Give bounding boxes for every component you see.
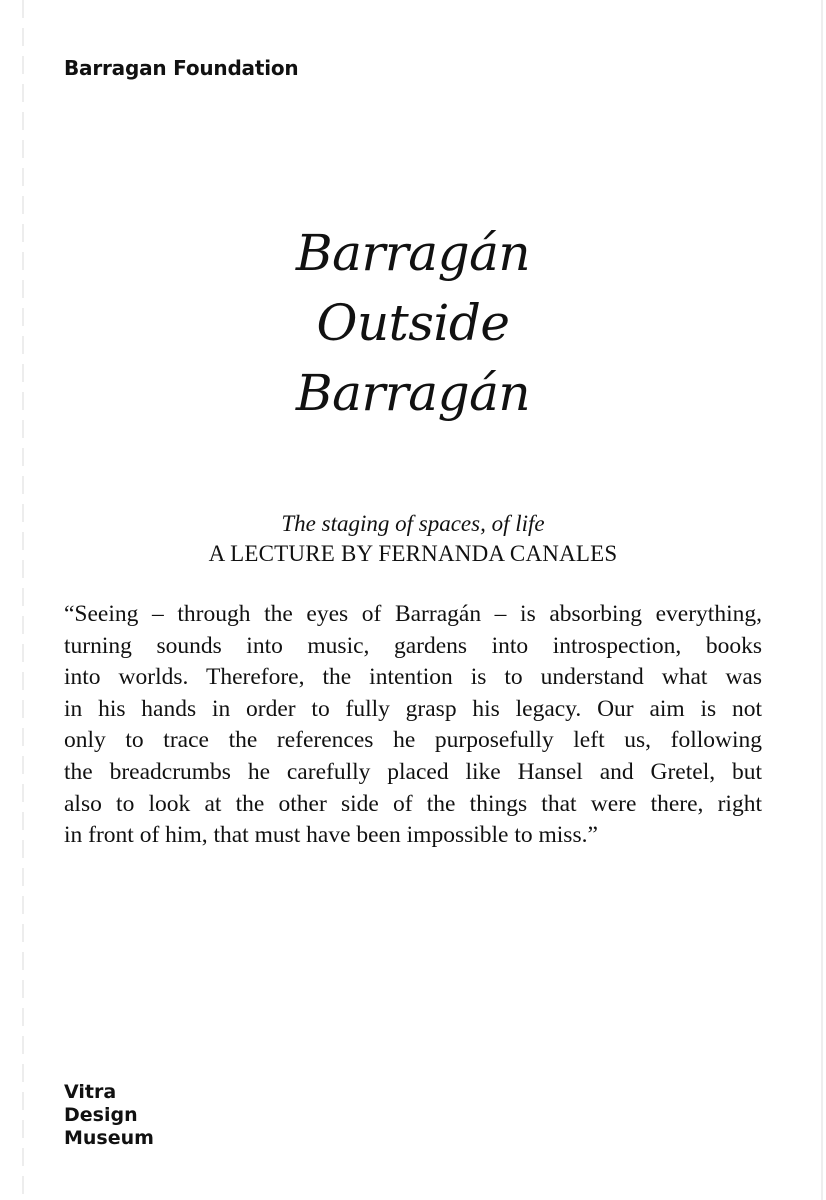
museum-logo-text: [64, 1081, 154, 1150]
publisher-name: Barragan Foundation: [64, 56, 299, 80]
quote-paragraph: [64, 599, 762, 852]
quote-line: in front of him, that must have been impossible to miss.”: [64, 822, 598, 849]
quote-line: “Seeing – through the eyes of Barragán – is absorbing everything,: [64, 601, 762, 627]
book-subtitle: The staging of spaces, of life: [281, 511, 545, 536]
quote-line: turning sounds into music, gardens into introspection, books: [64, 632, 762, 659]
quote-line: only to trace the references he purposefully left us, following: [64, 727, 762, 754]
quote-line: also to look at the other side of the things that were there, right: [64, 790, 762, 817]
title-line-2: Outside: [316, 294, 510, 352]
right-page-edge: [821, 0, 823, 1200]
museum-line-2: Design: [64, 1104, 138, 1126]
lecture-byline: A LECTURE BY FERNANDA CANALES: [208, 541, 618, 566]
quote-line: the breadcrumbs he carefully placed like Hansel and Gretel, but: [64, 758, 762, 785]
museum-line-3: Museum: [64, 1127, 154, 1149]
left-margin-marks: [22, 0, 24, 1200]
title-line-3: Barragán: [295, 364, 531, 422]
quote-line: into worlds. Therefore, the intention is to understand what was: [64, 664, 762, 691]
book-title: [0, 218, 826, 428]
museum-line-1: Vitra: [64, 1081, 117, 1103]
title-line-1: Barragán: [295, 224, 531, 282]
quote-line: in his hands in order to fully grasp his legacy. Our aim is not: [64, 695, 762, 722]
